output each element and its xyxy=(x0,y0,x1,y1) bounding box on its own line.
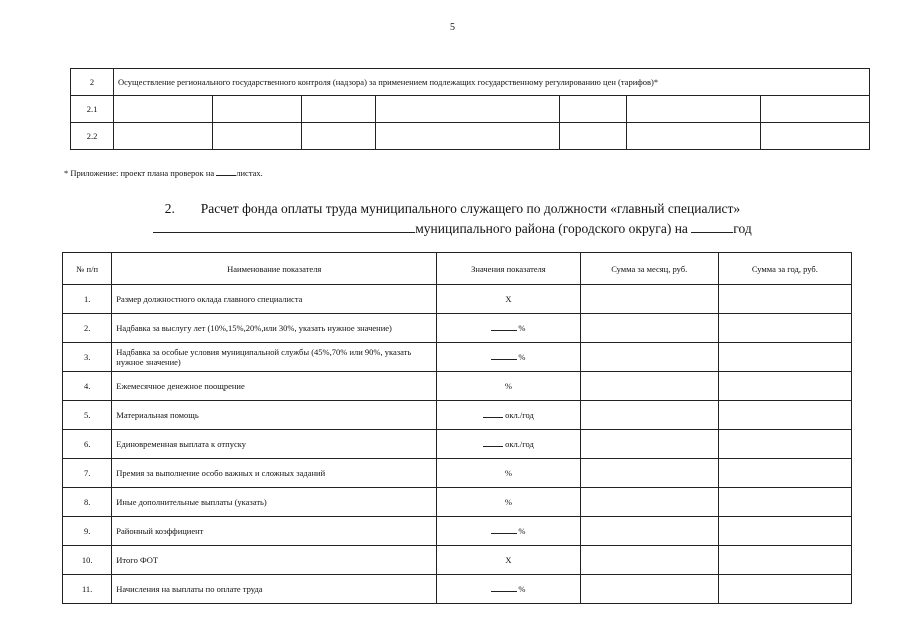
table-row xyxy=(63,488,852,517)
indicator-value xyxy=(437,488,581,517)
empty-cell xyxy=(627,96,761,123)
year-sum-cell xyxy=(718,314,851,343)
table-row xyxy=(63,343,852,372)
control-table xyxy=(70,68,870,150)
row-number: 3. xyxy=(63,343,112,372)
month-sum-cell xyxy=(580,459,718,488)
blank-line xyxy=(491,352,517,360)
row-number: 9. xyxy=(63,517,112,546)
col-header-number: № п/п xyxy=(63,253,112,285)
empty-cell xyxy=(761,123,870,150)
page-number: 5 xyxy=(450,22,455,33)
section-heading xyxy=(0,199,905,218)
indicator-name: Районный коэффициент xyxy=(112,517,437,546)
payroll-table xyxy=(62,252,852,604)
value-text: % xyxy=(504,468,512,478)
section-heading-line2 xyxy=(0,218,905,238)
indicator-name: Премия за выполнение особо важных и сложных заданий xyxy=(112,459,437,488)
indicator-name: Надбавка за особые условия муниципальной службы (45%,70% или 90%, указать нужное значение) xyxy=(112,343,437,372)
row-number: 4. xyxy=(63,372,112,401)
empty-cell xyxy=(560,123,627,150)
blank-line xyxy=(491,526,517,534)
empty-cell xyxy=(560,96,627,123)
value-text: Х xyxy=(505,294,512,304)
indicator-value xyxy=(437,372,581,401)
value-text: окл./год xyxy=(505,439,534,449)
value-text: Х xyxy=(505,555,512,565)
indicator-name: Начисления на выплаты по оплате труда xyxy=(112,575,437,604)
row-text: Осуществление регионального государственного контроля (надзора) за применением подлежащих государственному регулированию цен (тарифов)* xyxy=(114,69,870,96)
heading-line2-end: год xyxy=(733,221,752,236)
table-row xyxy=(63,517,852,546)
row-number: 10. xyxy=(63,546,112,575)
empty-cell xyxy=(114,123,213,150)
year-sum-cell xyxy=(718,401,851,430)
value-text: окл./год xyxy=(505,410,534,420)
month-sum-cell xyxy=(580,517,718,546)
year-sum-cell xyxy=(718,546,851,575)
row-number: 5. xyxy=(63,401,112,430)
table-row xyxy=(71,96,870,123)
col-header-year: Сумма за год, руб. xyxy=(718,253,851,285)
indicator-value xyxy=(437,575,581,604)
indicator-value xyxy=(437,459,581,488)
month-sum-cell xyxy=(580,575,718,604)
header-row xyxy=(63,253,852,285)
table-body xyxy=(63,285,852,604)
table-row xyxy=(63,546,852,575)
blank-line xyxy=(483,410,503,418)
indicator-value xyxy=(437,430,581,459)
year-sum-cell xyxy=(718,575,851,604)
empty-cell xyxy=(761,96,870,123)
blank-line xyxy=(691,218,733,233)
month-sum-cell xyxy=(580,546,718,575)
table-row xyxy=(63,314,852,343)
empty-cell xyxy=(302,96,376,123)
section-number: 2. xyxy=(164,201,175,216)
col-header-name: Наименование показателя xyxy=(112,253,437,285)
row-number: 1. xyxy=(63,285,112,314)
row-number: 6. xyxy=(63,430,112,459)
blank-line xyxy=(491,323,517,331)
footnote xyxy=(64,167,263,178)
footnote-suffix: листах. xyxy=(236,168,263,178)
heading-line1: Расчет фонда оплаты труда муниципального служащего по должности «главный специалист» xyxy=(200,201,741,216)
empty-cell xyxy=(213,123,302,150)
month-sum-cell xyxy=(580,285,718,314)
year-sum-cell xyxy=(718,430,851,459)
indicator-value xyxy=(437,546,581,575)
year-sum-cell xyxy=(718,285,851,314)
year-sum-cell xyxy=(718,343,851,372)
row-number: 7. xyxy=(63,459,112,488)
row-number: 2 xyxy=(71,69,114,96)
month-sum-cell xyxy=(580,314,718,343)
indicator-name: Иные дополнительные выплаты (указать) xyxy=(112,488,437,517)
row-number: 2.1 xyxy=(71,96,114,123)
row-number: 2. xyxy=(63,314,112,343)
footnote-prefix: * Приложение: проект плана проверок на xyxy=(64,168,217,178)
table-row xyxy=(63,401,852,430)
empty-cell xyxy=(376,123,560,150)
month-sum-cell xyxy=(580,372,718,401)
row-number: 8. xyxy=(63,488,112,517)
blank-line xyxy=(216,167,236,176)
value-text: % xyxy=(518,526,526,536)
col-header-value: Значения показателя xyxy=(437,253,581,285)
row-number: 2.2 xyxy=(71,123,114,150)
indicator-name: Итого ФОТ xyxy=(112,546,437,575)
empty-cell xyxy=(376,96,560,123)
heading-line2: муниципального района (городского округа) на xyxy=(415,221,692,236)
table-row xyxy=(63,372,852,401)
value-text: % xyxy=(518,352,526,362)
year-sum-cell xyxy=(718,459,851,488)
empty-cell xyxy=(302,123,376,150)
year-sum-cell xyxy=(718,488,851,517)
indicator-name: Надбавка за выслугу лет (10%,15%,20%,или 30%, указать нужное значение) xyxy=(112,314,437,343)
year-sum-cell xyxy=(718,372,851,401)
indicator-value xyxy=(437,314,581,343)
indicator-name: Единовременная выплата к отпуску xyxy=(112,430,437,459)
month-sum-cell xyxy=(580,488,718,517)
value-text: % xyxy=(504,381,512,391)
table-row xyxy=(63,459,852,488)
indicator-name: Ежемесячное денежное поощрение xyxy=(112,372,437,401)
table-row xyxy=(63,430,852,459)
empty-cell xyxy=(213,96,302,123)
month-sum-cell xyxy=(580,343,718,372)
blank-line xyxy=(491,584,517,592)
blank-line xyxy=(153,218,415,233)
empty-cell xyxy=(114,96,213,123)
table-row xyxy=(63,575,852,604)
value-text: % xyxy=(504,497,512,507)
value-text: % xyxy=(518,584,526,594)
col-header-month: Сумма за месяц, руб. xyxy=(580,253,718,285)
row-number: 11. xyxy=(63,575,112,604)
value-text: % xyxy=(518,323,526,333)
indicator-name: Размер должностного оклада главного специалиста xyxy=(112,285,437,314)
month-sum-cell xyxy=(580,430,718,459)
table-row xyxy=(71,123,870,150)
month-sum-cell xyxy=(580,401,718,430)
empty-cell xyxy=(627,123,761,150)
indicator-value xyxy=(437,285,581,314)
indicator-value xyxy=(437,517,581,546)
year-sum-cell xyxy=(718,517,851,546)
blank-line xyxy=(483,439,503,447)
table-row xyxy=(71,69,870,96)
table-row xyxy=(63,285,852,314)
indicator-value xyxy=(437,401,581,430)
indicator-name: Материальная помощь xyxy=(112,401,437,430)
indicator-value xyxy=(437,343,581,372)
